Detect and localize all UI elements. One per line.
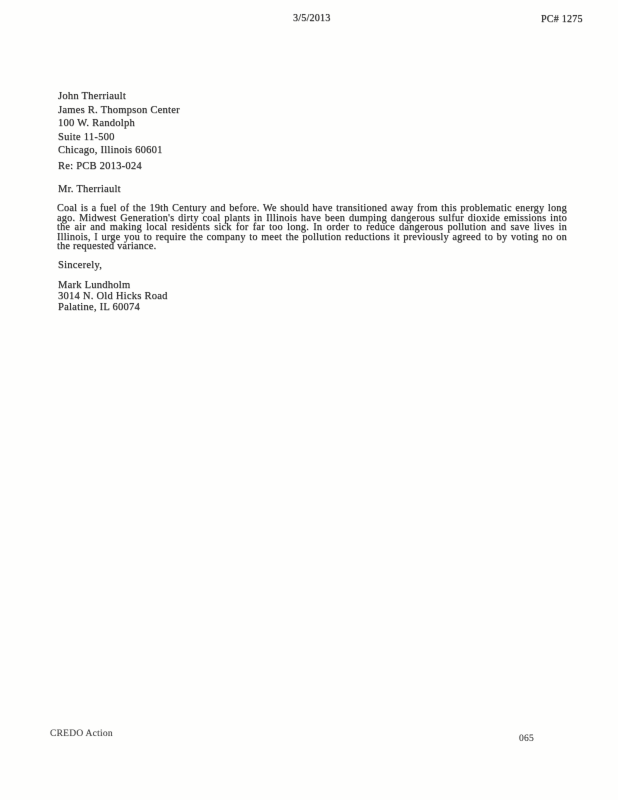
re-line: Re: PCB 2013-024 (58, 161, 142, 172)
recipient-name: John Therriault (58, 91, 127, 102)
recipient-city: Chicago, Illinois 60601 (58, 145, 163, 156)
signer-city: Palatine, IL 60074 (58, 301, 140, 313)
recipient-address-block (58, 90, 180, 158)
signer-street: 3014 N. Old Hicks Road (58, 290, 168, 302)
recipient-street: 100 W. Randolph (58, 118, 135, 129)
salutation: Mr. Therriault (58, 184, 121, 195)
footer-source-label: CREDO Action (50, 729, 113, 739)
page-number-stamp: 065 (519, 734, 534, 744)
recipient-suite: Suite 11-500 (58, 131, 115, 143)
signer-name: Mark Lundholm (58, 280, 131, 291)
header-date: 3/5/2013 (293, 13, 331, 24)
recipient-building: James R. Thompson Center (58, 104, 180, 116)
closing: Sincerely, (58, 260, 103, 271)
header-doc-number: PC# 1275 (541, 14, 583, 25)
letter-body: Coal is a fuel of the 19th Century and before. We should have transitioned away from this problematic energy long ago. Midwest Generation's dirty coal plants in Illinois have been dumping dangerous sulfur dioxide emissions into the air and making local residents sick for far too long. In order to reduce dangerous pollution and save lives in Illinois, I urge you to require the company to meet the pollution reductions it previously agreed to by voting no on the requested variance. (57, 203, 567, 253)
signature-block (58, 281, 168, 313)
